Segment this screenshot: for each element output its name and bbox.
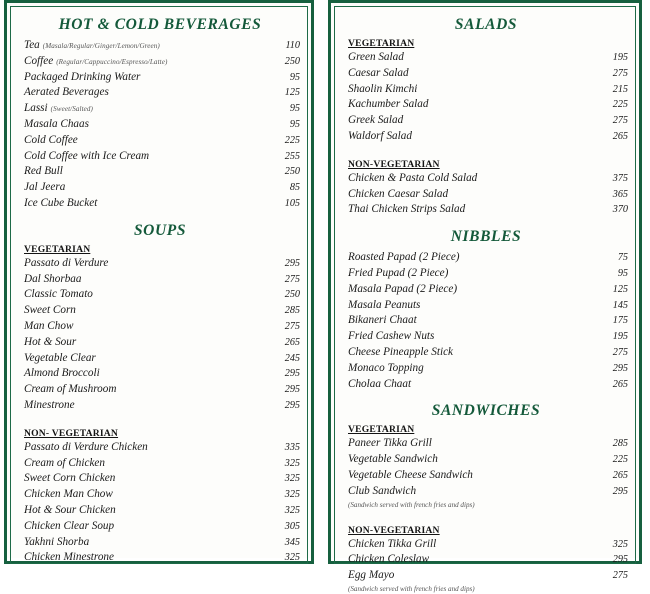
section-title: NIBBLES [450,228,522,246]
menu-item-row [16,272,304,288]
section-title: SANDWICHES [431,402,541,420]
menu-item-price: 325 [284,457,300,469]
menu-item-name: Green Salad [348,51,404,63]
menu-item-price: 110 [285,40,300,51]
menu-item-name-wrap [24,164,274,179]
menu-item-variants: (Regular/Cappuccino/Espresso/Latte) [56,57,168,66]
menu-item-name: Shaolin Kimchi [348,82,418,95]
menu-item-name-wrap [348,452,602,467]
menu-item-price: 250 [284,289,300,301]
menu-item-name: Aerated Beverages [24,86,109,99]
menu-item-row [16,101,304,117]
menu-item-row [16,256,304,272]
menu-item-name: Cheese Pineapple Stick [348,345,453,358]
menu-item-name: Chicken Tikka Grill [348,537,437,550]
menu-item-row [16,180,304,196]
menu-item-name-wrap [24,272,274,287]
menu-item-price: 295 [612,485,628,497]
menu-item-name: Cream of Mushroom [24,383,117,396]
menu-item-price: 275 [612,67,628,79]
menu-item-row [16,70,304,86]
menu-item-price: 250 [284,55,300,67]
menu-item-price: 295 [284,257,300,269]
menu-item-price: 125 [612,283,628,295]
menu-item-row [16,319,304,335]
menu-item-price: 265 [612,130,628,142]
menu-item-variants: (Masala/Regular/Ginger/Lemon/Green) [42,42,160,50]
menu-item-price: 325 [284,504,300,516]
menu-item-name: Chicken Minestrone [24,551,114,564]
section-title: SALADS [454,16,518,33]
group-spacer [16,414,304,428]
menu-item-name-wrap [348,329,602,344]
menu-item-row [340,250,632,266]
menu-item-name-wrap [348,187,602,202]
menu-item-row [340,82,632,98]
menu-item-name: Greek Salad [348,114,404,127]
menu-item-name-wrap [24,398,274,413]
menu-item-row [340,377,632,393]
menu-item-price: 375 [612,172,628,184]
menu-item-price: 265 [612,469,628,481]
menu-item-name: Egg Mayo [348,569,395,582]
left-page-content [16,10,304,564]
menu-item-price: 95 [617,267,628,279]
menu-item-price: 105 [284,197,300,209]
menu-item-name: Chicken Caesar Salad [348,187,449,200]
menu-item-name: Masala Chaas [24,117,89,130]
menu-item-price: 250 [284,166,300,178]
menu-item-name: Masala Papad (2 Piece) [348,282,458,295]
menu-item-row [340,298,632,314]
menu-item-name-wrap [24,335,274,350]
menu-item-name-wrap [24,38,274,54]
menu-item-row [16,38,304,54]
menu-item-row [16,382,304,398]
menu-item-name: Cream of Chicken [24,456,105,469]
menu-item-price: 295 [612,362,628,374]
menu-item-price: 175 [612,315,628,327]
menu-item-name-wrap [348,484,602,499]
menu-item-name-wrap [24,440,274,455]
menu-item-name-wrap [348,468,602,483]
menu-item-row [16,164,304,180]
menu-item-name: Chicken Man Chow [24,488,113,501]
menu-item-name-wrap [348,377,602,392]
menu-item-price: 345 [284,536,300,548]
menu-item-price: 275 [612,346,628,358]
menu-item-name-wrap [348,282,602,297]
menu-item-row [340,452,632,468]
menu-item-price: 365 [612,188,628,200]
menu-item-row [16,440,304,456]
group-spacer [340,145,632,159]
menu-item-name: Tea [24,39,40,51]
menu-item-row [340,329,632,345]
menu-item-name: Vegetable Cheese Sandwich [348,468,473,481]
menu-item-name-wrap [348,171,602,186]
menu-item-name: Waldorf Salad [348,129,412,142]
menu-item-name-wrap [24,471,274,486]
menu-item-price: 225 [612,454,628,466]
menu-item-name: Sweet Corn Chicken [24,472,116,485]
menu-item-name: Hot & Sour [24,335,77,348]
menu-item-name-wrap [24,287,274,302]
menu-item-variants: (Sweet/Salted) [50,105,94,114]
menu-item-name: Roasted Papad (2 Piece) [348,251,460,264]
menu-item-name-wrap [348,202,602,217]
menu-item-price: 325 [284,473,300,485]
menu-item-row [16,54,304,70]
menu-item-name: Passato di Verdure [24,256,109,269]
menu-item-row [340,113,632,129]
menu-item-name-wrap [348,298,602,313]
section-title: SOUPS [133,221,187,239]
menu-item-name: Vegetable Sandwich [348,453,438,466]
menu-item-row [340,568,632,584]
menu-item-name: Lassi [24,102,48,115]
menu-item-row [16,117,304,133]
menu-item-name-wrap [348,568,602,583]
menu-item-row [16,287,304,303]
menu-item-row [16,535,304,551]
menu-item-name-wrap [348,129,602,144]
diet-group-label: VEGETARIAN [348,38,415,49]
menu-item-row [340,468,632,484]
menu-item-price: 95 [289,118,300,130]
menu-item-name-wrap [24,85,274,100]
menu-item-name-wrap [24,117,274,132]
menu-item-name: Chicken & Pasta Cold Salad [348,171,478,184]
section-title: HOT & COLD BEVERAGES [58,16,262,33]
menu-item-name-wrap [24,487,274,502]
menu-item-name: Vegetable Clear [24,351,96,364]
menu-item-price: 295 [284,384,300,396]
menu-item-name-wrap [24,366,274,381]
menu-item-name-wrap [24,382,274,397]
menu-item-row [340,187,632,203]
menu-item-name-wrap [24,180,274,195]
menu-item-row [340,345,632,361]
menu-item-name-wrap [348,82,602,97]
diet-group-label: VEGETARIAN [24,243,91,255]
menu-item-row [340,50,632,66]
menu-item-row [340,484,632,500]
menu-item-row [16,519,304,535]
menu-item-name: Jal Jeera [24,181,66,194]
menu-item-price: 285 [612,438,628,450]
menu-item-name: Man Chow [24,319,74,332]
menu-item-name: Dal Shorbaa [24,272,82,285]
menu-item-name-wrap [24,319,274,334]
menu-item-name-wrap [348,436,602,451]
menu-item-row [340,97,632,113]
menu-item-name: Cold Coffee with Ice Cream [24,149,150,162]
menu-item-name: Caesar Salad [348,66,409,79]
menu-item-name: Bikaneri Chaat [348,314,417,327]
menu-item-name-wrap [348,361,602,376]
menu-item-name-wrap [348,50,602,65]
menu-item-row [16,351,304,367]
group-spacer [340,511,632,525]
diet-group-label: NON-VEGETARIAN [348,158,440,170]
menu-item-price: 275 [612,115,628,127]
menu-item-price: 295 [284,368,300,380]
menu-item-price: 305 [284,520,300,532]
menu-item-price: 325 [284,552,300,564]
menu-item-row [340,282,632,298]
menu-page-left [4,0,314,564]
menu-item-price: 275 [612,570,628,582]
menu-item-row [340,202,632,218]
page-gutter [314,0,328,558]
menu-item-name-wrap [24,550,274,565]
menu-item-name: Chicken Clear Soup [24,519,115,532]
menu-item-row [16,471,304,487]
right-page-content [340,10,632,593]
menu-item-row [16,550,304,566]
menu-item-price: 75 [617,252,628,264]
menu-item-name-wrap [348,113,602,128]
menu-item-row [16,133,304,149]
menu-item-name: Classic Tomato [24,288,93,301]
menu-item-name-wrap [24,351,274,366]
menu-item-name: Sweet Corn [24,304,76,317]
menu-item-name: Thai Chicken Strips Salad [348,203,466,216]
menu-item-price: 265 [284,336,300,348]
section-spacer [340,218,632,228]
menu-item-name: Cold Coffee [24,133,78,146]
menu-item-name-wrap [24,256,274,271]
menu-item-name: Hot & Sour Chicken [24,503,116,516]
menu-item-name: Masala Peanuts [348,298,421,311]
group-note: (Sandwich served with french fries and dips) [348,500,475,509]
menu-item-name: Minestrone [24,398,75,411]
menu-item-row [340,537,632,553]
menu-item-name-wrap [24,456,274,471]
menu-item-name: Fried Cashew Nuts [348,330,435,343]
menu-item-name: Red Bull [24,165,63,178]
menu-item-name-wrap [348,266,602,281]
menu-item-price: 255 [284,150,300,162]
section-spacer [340,392,632,402]
menu-item-price: 225 [612,99,628,111]
diet-group-label: VEGETARIAN [348,424,415,436]
section-spacer [16,212,304,222]
menu-page-right [328,0,642,593]
menu-item-price: 325 [284,489,300,501]
menu-item-name-wrap [24,196,274,211]
menu-item-price: 195 [612,331,628,343]
menu-item-name: Ice Cube Bucket [24,196,98,209]
menu-item-name-wrap [348,66,602,81]
menu-item-row [16,456,304,472]
diet-group-label: NON-VEGETARIAN [348,524,440,536]
menu-item-name: Passato di Verdure Chicken [24,440,148,453]
menu-item-price: 295 [284,399,300,411]
menu-item-row [16,149,304,165]
menu-item-name: Yakhni Shorba [24,535,90,548]
menu-item-name: Chicken Coleslaw [348,553,430,566]
menu-item-price: 145 [612,299,628,311]
menu-item-name: Club Sandwich [348,484,417,497]
menu-item-row [340,66,632,82]
menu-item-name-wrap [24,519,274,534]
diet-group-label: NON- VEGETARIAN [24,427,119,439]
menu-item-row [16,196,304,212]
menu-item-row [340,436,632,452]
menu-item-price: 125 [284,87,300,99]
menu-item-name-wrap [24,133,274,148]
menu-item-price: 275 [284,320,300,332]
menu-item-name-wrap [24,149,274,164]
group-note: (Sandwich served with french fries and dips) [348,584,475,593]
menu-item-name: Coffee [24,54,54,67]
menu-item-row [16,398,304,414]
menu-item-name-wrap [348,345,602,360]
menu-item-name-wrap [24,535,274,550]
menu-item-price: 325 [612,538,628,550]
menu-item-name-wrap [348,97,602,112]
menu-item-price: 265 [612,378,628,390]
menu-item-name: Cholaa Chaat [348,377,412,390]
menu-item-name: Packaged Drinking Water [24,70,141,83]
menu-item-row [340,266,632,282]
menu-item-row [340,313,632,329]
menu-item-name-wrap [348,313,602,328]
menu-item-row [16,503,304,519]
menu-item-price: 85 [289,182,300,194]
menu-item-price: 245 [284,352,300,364]
menu-item-row [16,303,304,319]
menu-item-price: 225 [284,134,300,146]
menu-item-row [340,129,632,145]
menu-item-price: 295 [612,554,628,566]
menu-item-name-wrap [24,54,274,70]
menu-item-price: 215 [612,83,628,95]
menu-item-row [340,171,632,187]
menu-item-price: 275 [284,273,300,285]
menu-item-price: 335 [284,441,300,453]
menu-item-price: 95 [289,71,300,83]
menu-item-price: 285 [284,305,300,317]
menu-item-name-wrap [348,537,602,552]
menu-item-name: Fried Pupad (2 Piece) [348,266,449,279]
menu-item-row [16,487,304,503]
menu-item-name-wrap [24,101,274,117]
menu-item-name-wrap [24,303,274,318]
menu-item-name: Kachumber Salad [348,98,429,111]
menu-item-name: Almond Broccoli [24,367,100,380]
menu-item-row [16,85,304,101]
menu-item-price: 95 [289,103,300,115]
menu-item-name-wrap [348,250,602,265]
menu-item-name: Paneer Tikka Grill [348,437,432,450]
menu-item-row [16,335,304,351]
menu-item-name-wrap [24,503,274,518]
menu-item-name-wrap [348,552,602,567]
menu-item-name: Monaco Topping [348,361,424,374]
menu-item-price: 195 [612,52,628,63]
menu-item-row [340,361,632,377]
menu-item-price: 370 [612,204,628,216]
menu-item-row [16,366,304,382]
menu-item-name-wrap [24,70,274,85]
menu-item-row [340,552,632,568]
